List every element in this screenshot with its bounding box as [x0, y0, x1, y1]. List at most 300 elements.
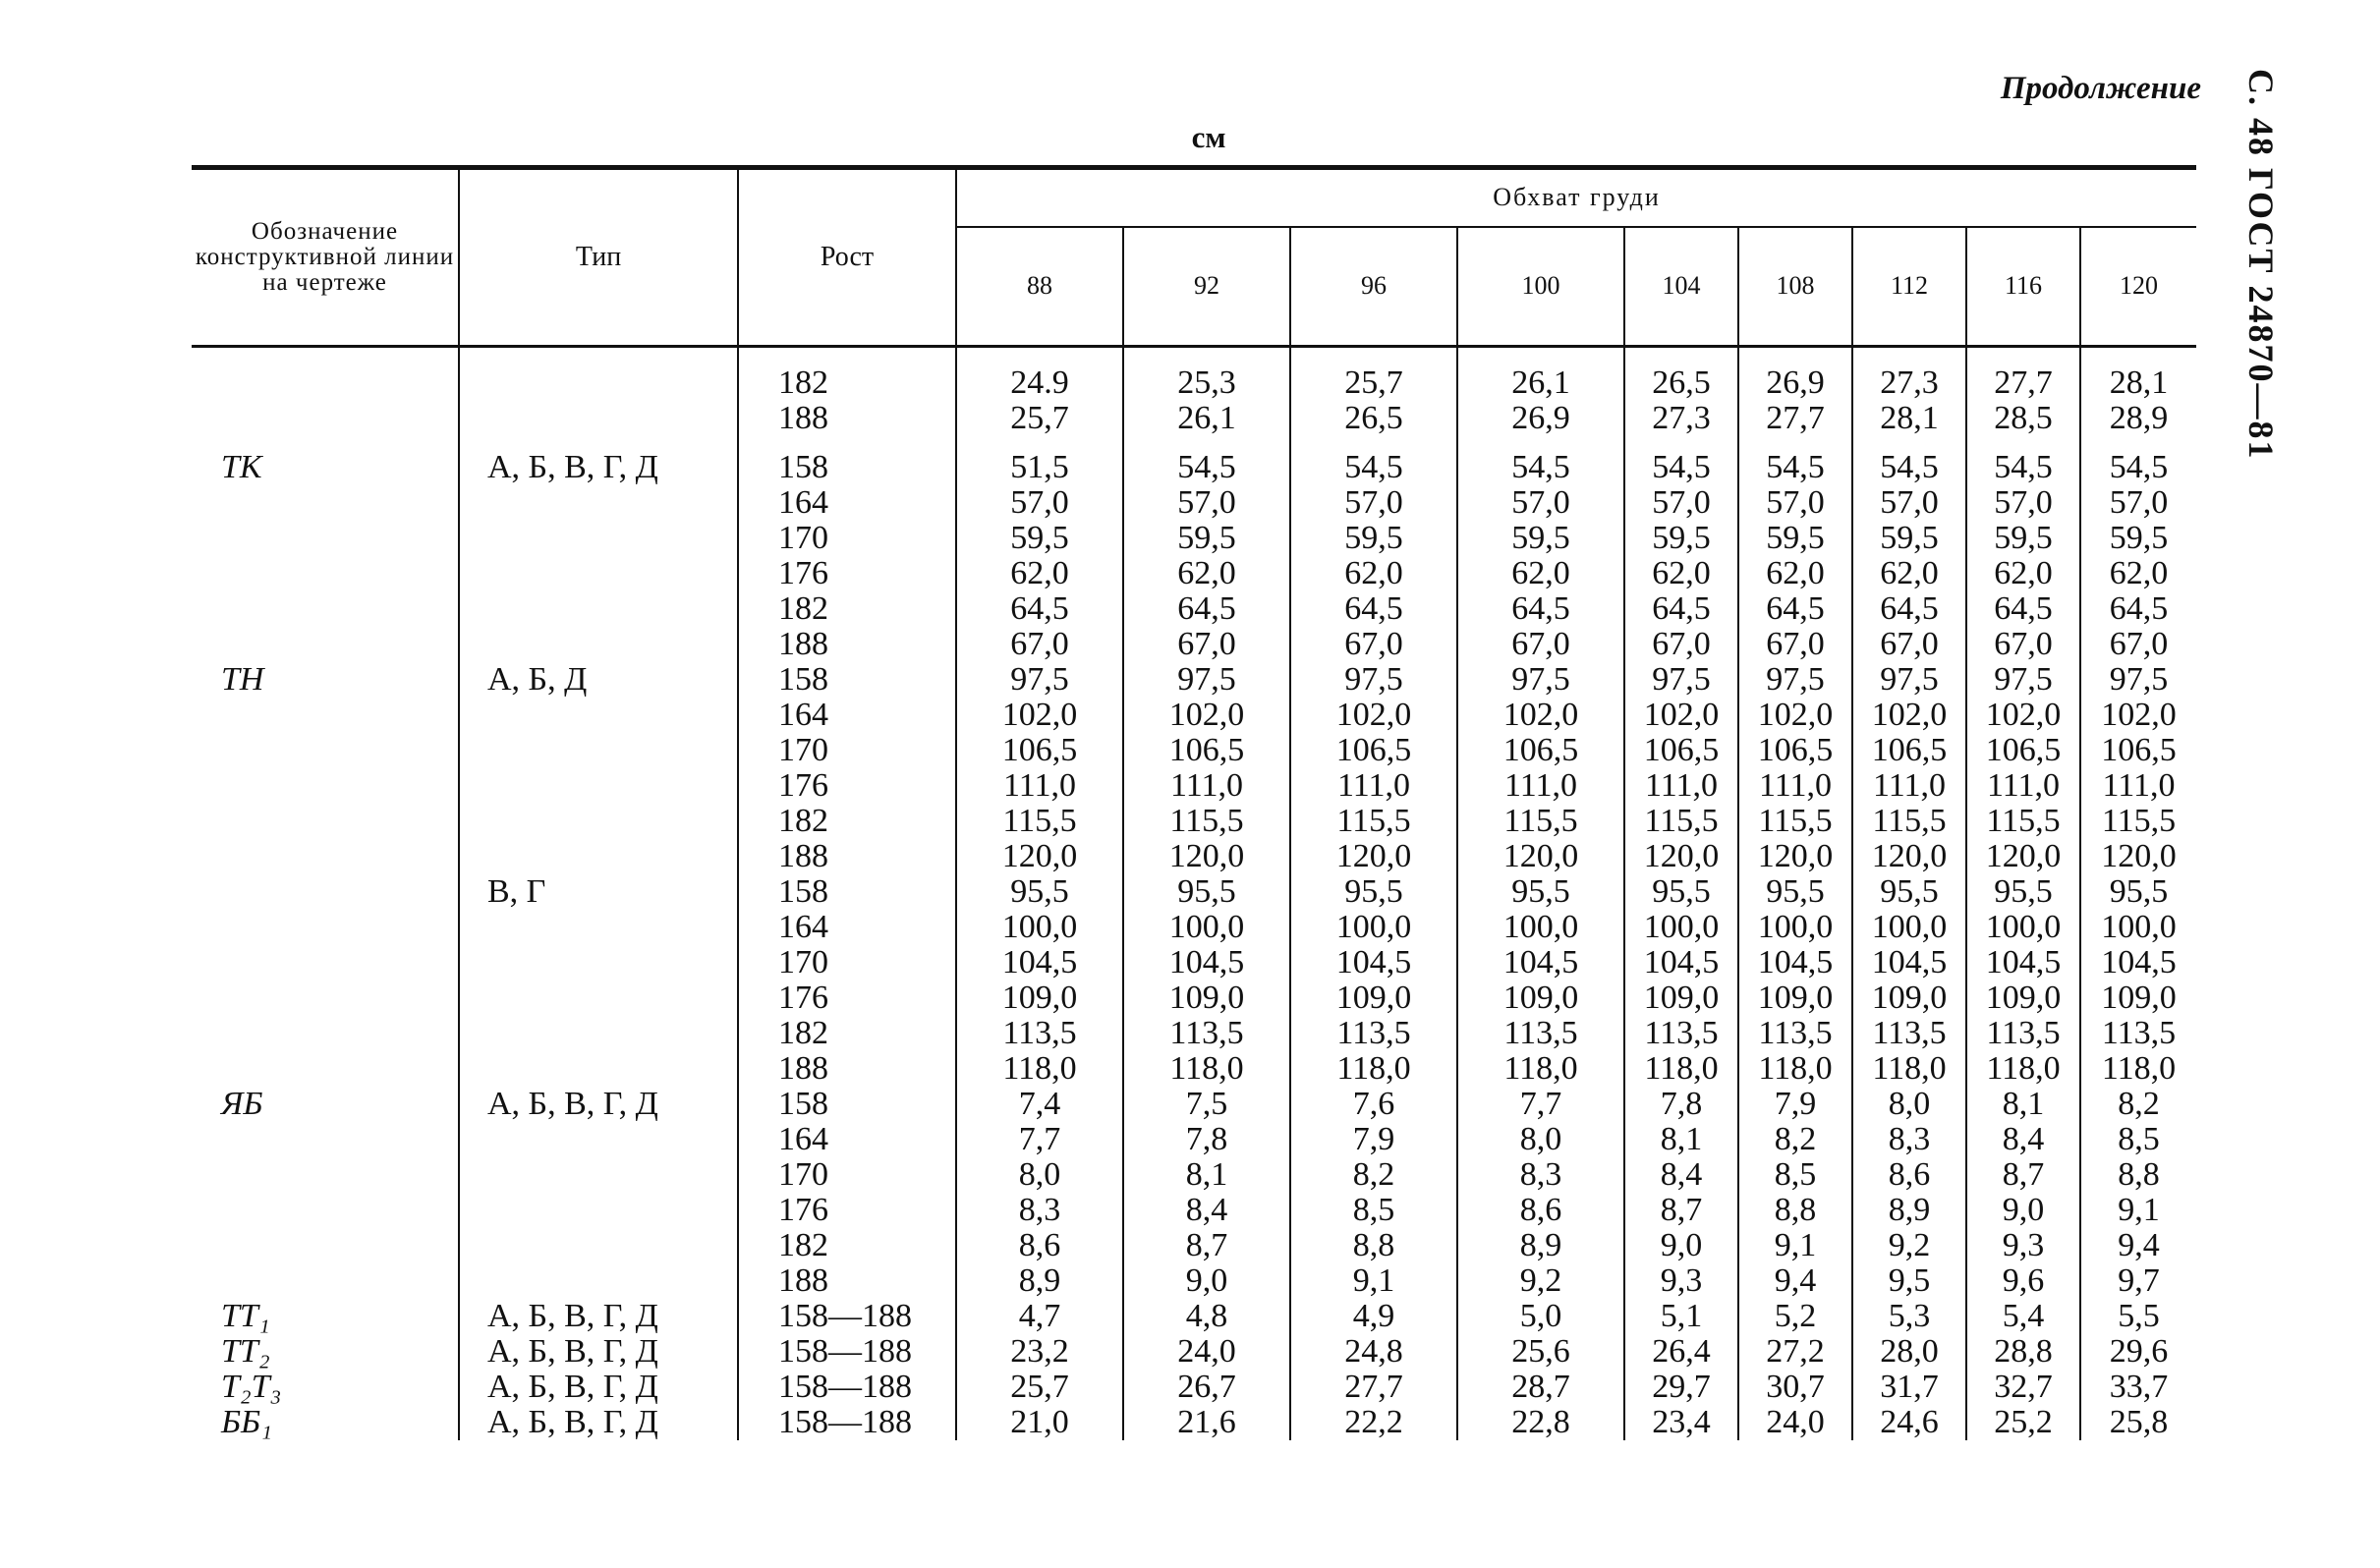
unit-label: см — [1191, 120, 1226, 154]
value-cell: 8,2 — [1290, 1157, 1457, 1193]
value-cell: 59,5 — [1123, 521, 1290, 556]
value-cell: 62,0 — [1457, 556, 1624, 591]
height-cell: 158—188 — [738, 1405, 956, 1440]
value-cell: 8,7 — [1624, 1193, 1738, 1228]
value-cell: 97,5 — [956, 662, 1123, 698]
table-row — [192, 627, 2196, 662]
value-cell: 7,7 — [956, 1122, 1123, 1157]
value-cell: 113,5 — [1738, 1016, 1852, 1051]
header-bust-size: 108 — [1738, 227, 1852, 347]
value-cell: 106,5 — [1457, 733, 1624, 768]
value-cell: 54,5 — [2080, 450, 2196, 485]
value-cell: 7,9 — [1290, 1122, 1457, 1157]
height-cell: 188 — [738, 627, 956, 662]
value-cell: 28,9 — [2080, 401, 2196, 436]
type-cell — [459, 910, 738, 945]
designation-cell — [192, 1193, 459, 1228]
value-cell: 28,0 — [1852, 1334, 1966, 1370]
type-cell — [459, 698, 738, 733]
table-row — [192, 1299, 2196, 1334]
value-cell: 109,0 — [1290, 980, 1457, 1016]
designation-cell — [192, 980, 459, 1016]
type-cell — [459, 521, 738, 556]
table-row — [192, 1051, 2196, 1087]
value-cell: 57,0 — [1123, 485, 1290, 521]
height-cell: 188 — [738, 839, 956, 874]
value-cell: 7,6 — [1290, 1087, 1457, 1122]
height-cell: 176 — [738, 556, 956, 591]
value-cell: 5,4 — [1966, 1299, 2080, 1334]
value-cell: 59,5 — [1624, 521, 1738, 556]
value-cell: 59,5 — [2080, 521, 2196, 556]
value-cell: 106,5 — [1738, 733, 1852, 768]
height-cell: 170 — [738, 521, 956, 556]
height-cell: 164 — [738, 698, 956, 733]
type-cell — [459, 1193, 738, 1228]
type-cell — [459, 980, 738, 1016]
value-cell: 120,0 — [1852, 839, 1966, 874]
value-cell: 54,5 — [1123, 450, 1290, 485]
value-cell: 104,5 — [1738, 945, 1852, 980]
value-cell: 100,0 — [1123, 910, 1290, 945]
value-cell: 9,0 — [1624, 1228, 1738, 1263]
value-cell: 106,5 — [1290, 733, 1457, 768]
type-cell: А, Б, В, Г, Д — [459, 450, 738, 485]
value-cell: 106,5 — [956, 733, 1123, 768]
table-row — [192, 804, 2196, 839]
height-cell: 164 — [738, 910, 956, 945]
value-cell: 109,0 — [1123, 980, 1290, 1016]
designation-cell — [192, 768, 459, 804]
table-row — [192, 1228, 2196, 1263]
value-cell: 62,0 — [2080, 556, 2196, 591]
value-cell: 25,7 — [956, 401, 1123, 436]
type-cell — [459, 768, 738, 804]
value-cell: 24.9 — [956, 365, 1123, 401]
value-cell: 4,8 — [1123, 1299, 1290, 1334]
height-cell: 176 — [738, 980, 956, 1016]
value-cell: 102,0 — [1852, 698, 1966, 733]
height-cell: 170 — [738, 1157, 956, 1193]
value-cell: 8,9 — [956, 1263, 1123, 1299]
value-cell: 9,5 — [1852, 1263, 1966, 1299]
value-cell: 8,5 — [2080, 1122, 2196, 1157]
value-cell: 54,5 — [1852, 450, 1966, 485]
designation-cell: ТТ₁ — [221, 1298, 270, 1334]
height-cell: 188 — [738, 401, 956, 436]
height-cell: 158—188 — [738, 1370, 956, 1405]
value-cell: 8,1 — [1966, 1087, 2080, 1122]
value-cell: 109,0 — [1966, 980, 2080, 1016]
header-bust-size: 112 — [1852, 227, 1966, 347]
type-cell — [459, 804, 738, 839]
value-cell: 100,0 — [1624, 910, 1738, 945]
table-row — [192, 485, 2196, 521]
value-cell: 109,0 — [1457, 980, 1624, 1016]
designation-cell — [192, 485, 459, 521]
height-cell: 164 — [738, 1122, 956, 1157]
value-cell: 7,5 — [1123, 1087, 1290, 1122]
height-cell: 164 — [738, 485, 956, 521]
value-cell: 8,4 — [1624, 1157, 1738, 1193]
value-cell: 57,0 — [1966, 485, 2080, 521]
designation-cell — [192, 556, 459, 591]
value-cell: 57,0 — [1738, 485, 1852, 521]
value-cell: 25,8 — [2080, 1405, 2196, 1440]
designation-cell — [192, 874, 459, 910]
type-cell: А, Б, В, Г, Д — [459, 1334, 738, 1370]
table-row — [192, 698, 2196, 733]
designation-cell: Т₂Т₃ — [221, 1369, 282, 1405]
value-cell: 51,5 — [956, 450, 1123, 485]
type-cell — [459, 401, 738, 436]
value-cell: 113,5 — [1624, 1016, 1738, 1051]
header-height: Рост — [738, 168, 956, 347]
value-cell: 64,5 — [1624, 591, 1738, 627]
value-cell: 26,5 — [1624, 365, 1738, 401]
height-cell: 182 — [738, 1016, 956, 1051]
value-cell: 102,0 — [1966, 698, 2080, 733]
type-cell — [459, 1051, 738, 1087]
value-cell: 115,5 — [2080, 804, 2196, 839]
value-cell: 106,5 — [2080, 733, 2196, 768]
value-cell: 8,5 — [1290, 1193, 1457, 1228]
table-row — [192, 1370, 2196, 1405]
value-cell: 27,2 — [1738, 1334, 1852, 1370]
value-cell: 95,5 — [1123, 874, 1290, 910]
value-cell: 115,5 — [956, 804, 1123, 839]
value-cell: 24,0 — [1738, 1405, 1852, 1440]
value-cell: 62,0 — [1738, 556, 1852, 591]
type-cell — [459, 1122, 738, 1157]
height-cell: 188 — [738, 1263, 956, 1299]
header-bust-size: 96 — [1290, 227, 1457, 347]
value-cell: 33,7 — [2080, 1370, 2196, 1405]
height-cell: 158—188 — [738, 1334, 956, 1370]
designation-cell: ЯБ — [221, 1086, 263, 1122]
value-cell: 104,5 — [956, 945, 1123, 980]
value-cell: 104,5 — [1457, 945, 1624, 980]
value-cell: 115,5 — [1123, 804, 1290, 839]
value-cell: 9,2 — [1852, 1228, 1966, 1263]
table-row — [192, 768, 2196, 804]
value-cell: 9,4 — [1738, 1263, 1852, 1299]
header-bust-size: 120 — [2080, 227, 2196, 347]
type-cell — [459, 365, 738, 401]
value-cell: 118,0 — [956, 1051, 1123, 1087]
designation-cell — [192, 698, 459, 733]
value-cell: 29,6 — [2080, 1334, 2196, 1370]
value-cell: 109,0 — [1624, 980, 1738, 1016]
value-cell: 8,9 — [1457, 1228, 1624, 1263]
value-cell: 100,0 — [1738, 910, 1852, 945]
value-cell: 102,0 — [1738, 698, 1852, 733]
table-row — [192, 874, 2196, 910]
value-cell: 7,4 — [956, 1087, 1123, 1122]
table-row — [192, 945, 2196, 980]
value-cell: 24,8 — [1290, 1334, 1457, 1370]
value-cell: 113,5 — [2080, 1016, 2196, 1051]
type-cell: А, Б, В, Г, Д — [459, 1405, 738, 1440]
value-cell: 30,7 — [1738, 1370, 1852, 1405]
table-row — [192, 1157, 2196, 1193]
value-cell: 115,5 — [1966, 804, 2080, 839]
header-bust-size: 100 — [1457, 227, 1624, 347]
designation-cell: ТК — [221, 449, 262, 485]
value-cell: 9,1 — [2080, 1193, 2196, 1228]
type-cell — [459, 1228, 738, 1263]
value-cell: 104,5 — [1290, 945, 1457, 980]
measurements-table — [192, 165, 2196, 1440]
value-cell: 95,5 — [1290, 874, 1457, 910]
table-row — [192, 556, 2196, 591]
value-cell: 27,3 — [1852, 365, 1966, 401]
value-cell: 120,0 — [2080, 839, 2196, 874]
type-cell — [459, 1016, 738, 1051]
header-bust-size: 92 — [1123, 227, 1290, 347]
value-cell: 27,3 — [1624, 401, 1738, 436]
table-row — [192, 365, 2196, 401]
value-cell: 102,0 — [2080, 698, 2196, 733]
value-cell: 54,5 — [1457, 450, 1624, 485]
value-cell: 27,7 — [1290, 1370, 1457, 1405]
table-row — [192, 910, 2196, 945]
designation-cell — [192, 1263, 459, 1299]
value-cell: 104,5 — [1624, 945, 1738, 980]
value-cell: 28,8 — [1966, 1334, 2080, 1370]
value-cell: 54,5 — [1738, 450, 1852, 485]
value-cell: 64,5 — [1966, 591, 2080, 627]
value-cell: 118,0 — [1123, 1051, 1290, 1087]
value-cell: 8,9 — [1852, 1193, 1966, 1228]
value-cell: 97,5 — [1457, 662, 1624, 698]
value-cell: 8,5 — [1738, 1157, 1852, 1193]
value-cell: 7,9 — [1738, 1087, 1852, 1122]
value-cell: 97,5 — [1852, 662, 1966, 698]
value-cell: 8,0 — [1457, 1122, 1624, 1157]
designation-cell — [192, 804, 459, 839]
value-cell: 118,0 — [2080, 1051, 2196, 1087]
header-bust-group: Обхват груди — [956, 168, 2196, 227]
value-cell: 8,6 — [1852, 1157, 1966, 1193]
height-cell: 158—188 — [738, 1299, 956, 1334]
value-cell: 104,5 — [2080, 945, 2196, 980]
value-cell: 62,0 — [956, 556, 1123, 591]
value-cell: 26,1 — [1123, 401, 1290, 436]
value-cell: 104,5 — [1123, 945, 1290, 980]
type-cell — [459, 1263, 738, 1299]
value-cell: 31,7 — [1852, 1370, 1966, 1405]
value-cell: 100,0 — [956, 910, 1123, 945]
value-cell: 8,3 — [1852, 1122, 1966, 1157]
value-cell: 115,5 — [1290, 804, 1457, 839]
header-bust-size: 88 — [956, 227, 1123, 347]
value-cell: 5,0 — [1457, 1299, 1624, 1334]
value-cell: 4,9 — [1290, 1299, 1457, 1334]
value-cell: 115,5 — [1738, 804, 1852, 839]
type-cell: А, Б, Д — [459, 662, 738, 698]
height-cell: 158 — [738, 1087, 956, 1122]
value-cell: 8,4 — [1123, 1193, 1290, 1228]
value-cell: 9,1 — [1738, 1228, 1852, 1263]
value-cell: 120,0 — [1738, 839, 1852, 874]
height-cell: 188 — [738, 1051, 956, 1087]
value-cell: 7,7 — [1457, 1087, 1624, 1122]
value-cell: 120,0 — [1624, 839, 1738, 874]
value-cell: 8,1 — [1624, 1122, 1738, 1157]
value-cell: 28,1 — [2080, 365, 2196, 401]
value-cell: 57,0 — [1290, 485, 1457, 521]
value-cell: 106,5 — [1123, 733, 1290, 768]
value-cell: 8,3 — [1457, 1157, 1624, 1193]
value-cell: 97,5 — [2080, 662, 2196, 698]
value-cell: 64,5 — [956, 591, 1123, 627]
value-cell: 104,5 — [1852, 945, 1966, 980]
value-cell: 54,5 — [1966, 450, 2080, 485]
type-cell: А, Б, В, Г, Д — [459, 1299, 738, 1334]
value-cell: 62,0 — [1624, 556, 1738, 591]
header-bust-size: 116 — [1966, 227, 2080, 347]
value-cell: 8,3 — [956, 1193, 1123, 1228]
table-row — [192, 1087, 2196, 1122]
value-cell: 111,0 — [1624, 768, 1738, 804]
value-cell: 67,0 — [956, 627, 1123, 662]
value-cell: 67,0 — [1123, 627, 1290, 662]
value-cell: 118,0 — [1290, 1051, 1457, 1087]
value-cell: 113,5 — [956, 1016, 1123, 1051]
value-cell: 8,0 — [956, 1157, 1123, 1193]
value-cell: 54,5 — [1624, 450, 1738, 485]
value-cell: 9,3 — [1966, 1228, 2080, 1263]
designation-cell — [192, 1016, 459, 1051]
value-cell: 32,7 — [1966, 1370, 2080, 1405]
height-cell: 182 — [738, 804, 956, 839]
type-cell — [459, 839, 738, 874]
value-cell: 57,0 — [1852, 485, 1966, 521]
value-cell: 64,5 — [1290, 591, 1457, 627]
value-cell: 59,5 — [1852, 521, 1966, 556]
value-cell: 100,0 — [1852, 910, 1966, 945]
value-cell: 64,5 — [1852, 591, 1966, 627]
header-designation: Обозначение конструктивной линии на чертеже — [192, 168, 459, 347]
value-cell: 118,0 — [1624, 1051, 1738, 1087]
designation-cell — [192, 401, 459, 436]
value-cell: 28,7 — [1457, 1370, 1624, 1405]
table-row — [192, 1334, 2196, 1370]
value-cell: 102,0 — [1457, 698, 1624, 733]
value-cell: 59,5 — [1457, 521, 1624, 556]
value-cell: 9,0 — [1966, 1193, 2080, 1228]
value-cell: 109,0 — [1852, 980, 1966, 1016]
value-cell: 21,0 — [956, 1405, 1123, 1440]
header-type: Тип — [459, 168, 738, 347]
value-cell: 118,0 — [1738, 1051, 1852, 1087]
value-cell: 67,0 — [1457, 627, 1624, 662]
value-cell: 111,0 — [2080, 768, 2196, 804]
table-row — [192, 1016, 2196, 1051]
value-cell: 57,0 — [1624, 485, 1738, 521]
value-cell: 111,0 — [1852, 768, 1966, 804]
designation-cell — [192, 627, 459, 662]
value-cell: 9,0 — [1123, 1263, 1290, 1299]
value-cell: 111,0 — [1966, 768, 2080, 804]
header-bust-size: 104 — [1624, 227, 1738, 347]
table-row — [192, 662, 2196, 698]
value-cell: 102,0 — [956, 698, 1123, 733]
value-cell: 23,4 — [1624, 1405, 1738, 1440]
value-cell: 8,2 — [2080, 1087, 2196, 1122]
value-cell: 9,7 — [2080, 1263, 2196, 1299]
value-cell: 115,5 — [1852, 804, 1966, 839]
value-cell: 59,5 — [1966, 521, 2080, 556]
value-cell: 120,0 — [956, 839, 1123, 874]
value-cell: 26,5 — [1290, 401, 1457, 436]
value-cell: 113,5 — [1966, 1016, 2080, 1051]
value-cell: 9,1 — [1290, 1263, 1457, 1299]
value-cell: 27,7 — [1966, 365, 2080, 401]
value-cell: 120,0 — [1290, 839, 1457, 874]
value-cell: 111,0 — [1123, 768, 1290, 804]
value-cell: 59,5 — [1738, 521, 1852, 556]
designation-cell — [192, 591, 459, 627]
value-cell: 21,6 — [1123, 1405, 1290, 1440]
value-cell: 120,0 — [1123, 839, 1290, 874]
designation-cell: ТН — [221, 661, 264, 698]
value-cell: 59,5 — [956, 521, 1123, 556]
table-row — [192, 733, 2196, 768]
page-side-header: С. 48 ГОСТ 24870—81 — [2241, 69, 2281, 461]
value-cell: 109,0 — [2080, 980, 2196, 1016]
designation-cell: ББ₁ — [221, 1404, 272, 1440]
value-cell: 57,0 — [1457, 485, 1624, 521]
value-cell: 8,6 — [1457, 1193, 1624, 1228]
value-cell: 25,7 — [1290, 365, 1457, 401]
value-cell: 102,0 — [1624, 698, 1738, 733]
value-cell: 25,3 — [1123, 365, 1290, 401]
table-row — [192, 1263, 2196, 1299]
value-cell: 100,0 — [1290, 910, 1457, 945]
value-cell: 26,7 — [1123, 1370, 1290, 1405]
value-cell: 4,7 — [956, 1299, 1123, 1334]
value-cell: 5,5 — [2080, 1299, 2196, 1334]
value-cell: 111,0 — [1290, 768, 1457, 804]
value-cell: 97,5 — [1123, 662, 1290, 698]
table-row — [192, 839, 2196, 874]
value-cell: 62,0 — [1966, 556, 2080, 591]
value-cell: 8,1 — [1123, 1157, 1290, 1193]
value-cell: 95,5 — [1966, 874, 2080, 910]
value-cell: 28,5 — [1966, 401, 2080, 436]
designation-cell — [192, 1228, 459, 1263]
value-cell: 8,8 — [1290, 1228, 1457, 1263]
value-cell: 26,9 — [1738, 365, 1852, 401]
value-cell: 7,8 — [1123, 1122, 1290, 1157]
value-cell: 8,8 — [2080, 1157, 2196, 1193]
designation-cell — [192, 733, 459, 768]
value-cell: 28,1 — [1852, 401, 1966, 436]
value-cell: 106,5 — [1966, 733, 2080, 768]
height-cell: 170 — [738, 733, 956, 768]
value-cell: 9,6 — [1966, 1263, 2080, 1299]
value-cell: 104,5 — [1966, 945, 2080, 980]
type-cell — [459, 733, 738, 768]
type-cell: В, Г — [459, 874, 738, 910]
value-cell: 8,8 — [1738, 1193, 1852, 1228]
value-cell: 22,8 — [1457, 1405, 1624, 1440]
height-cell: 182 — [738, 591, 956, 627]
value-cell: 57,0 — [2080, 485, 2196, 521]
height-cell: 158 — [738, 662, 956, 698]
